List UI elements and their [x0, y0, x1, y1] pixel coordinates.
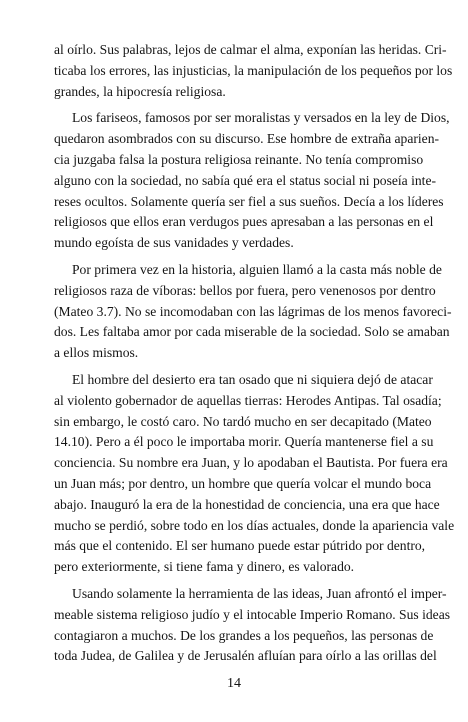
text-line: dos. Les faltaba amor por cada miserable de la sociedad. Solo se amaban	[54, 324, 450, 340]
text-line: al oírlo. Sus palabras, lejos de calmar el alma, exponían las heridas. Cri-	[54, 42, 447, 57]
paragraph	[54, 370, 455, 578]
paragraph	[54, 40, 453, 102]
text-line: conciencia. Su nombre era Juan, y lo apodaban el Bautista. Por fuera era	[54, 455, 448, 471]
text-line: grandes, la hipocresía religiosa.	[54, 83, 226, 99]
page-body	[54, 40, 455, 673]
text-line: religiosos que ellos eran verdugos pues apresaban a las personas en el	[54, 214, 434, 230]
paragraph	[54, 260, 452, 364]
paragraph	[54, 108, 450, 254]
text-line: reses ocultos. Solamente quería ser fiel a sus sueños. Decía a los líderes	[54, 193, 444, 209]
text-line: 14.10). Pero a él poco le importaba morir. Quería mantenerse fiel a su	[54, 434, 434, 450]
text-line: El hombre del desierto era tan osado que ni siquiera dejó de atacar	[72, 371, 433, 387]
text-line: religiosos raza de víboras: bellos por fuera, pero venenosos por dentro	[54, 282, 436, 298]
text-line: contagiaron a muchos. De los grandes a los pequeños, las personas de	[54, 627, 434, 643]
page-number: 14	[227, 676, 241, 691]
text-line: Usando solamente la herramienta de las ideas, Juan afrontó el imper-	[72, 585, 447, 601]
text-line: alguno con la sociedad, no sabía qué era el status social ni poseía inte-	[54, 172, 437, 188]
text-line: pero exteriormente, si tiene fama y dinero, es valorado.	[54, 559, 355, 575]
text-line: Los fariseos, famosos por ser moralistas y versados en la ley de Dios,	[72, 110, 450, 126]
text-line: mucho se perdió, sobre todo en los días actuales, donde la apariencia vale	[54, 517, 455, 533]
text-line: meable sistema religioso judío y el intocable Imperio Romano. Sus ideas	[54, 606, 451, 622]
text-line: toda Judea, de Galilea y de Jerusalén afluían para oírlo a las orillas del	[54, 648, 437, 664]
text-line: más que el contenido. El ser humano puede estar pútrido por dentro,	[54, 538, 426, 554]
text-line: Por primera vez en la historia, alguien llamó a la casta más noble de	[72, 261, 442, 277]
text-line: (Mateo 3.7). No se incomodaban con las lágrimas de los menos favoreci-	[54, 303, 452, 319]
text-line: sin embargo, le costó caro. No tardó mucho en ser decapitado (Mateo	[54, 413, 432, 429]
text-line: abajo. Inauguró la era de la honestidad de conciencia, una era que hace	[54, 496, 440, 512]
text-line: un Juan más; por dentro, un hombre que quería volcar el mundo boca	[54, 475, 432, 491]
text-line: ticaba los errores, las injusticias, la manipulación de los pequeños por los	[54, 62, 453, 78]
text-line: mundo egoísta de sus vanidades y verdades.	[54, 235, 294, 251]
text-line: a ellos mismos.	[54, 345, 139, 361]
text-line: al violento gobernador de aquellas tierras: Herodes Antipas. Tal osadía;	[54, 392, 442, 408]
paragraph	[54, 584, 451, 667]
text-line: cia juzgaba falsa la postura religiosa reinante. No tenía compromiso	[54, 151, 424, 167]
text-line: quedaron asombrados con su discurso. Ese hombre de extraña aparien-	[54, 131, 440, 147]
